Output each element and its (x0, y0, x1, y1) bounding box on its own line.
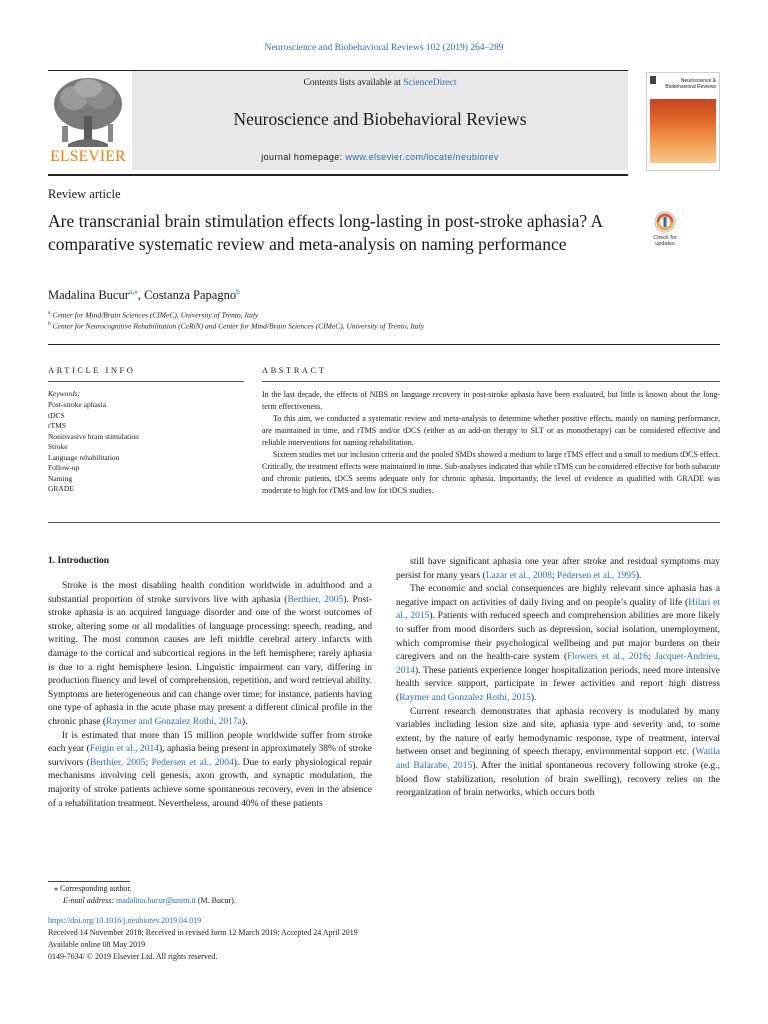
abstract-paragraph: Sixteen studies met our inclusion criteria and the pooled SMDs showed a medium to large rTMS effect and a small to medium tDCS effect. Critically, the treatment effects were maintained in time. Sub-analyses indicated that while rTMS can be considered effective for both subacute and chronic patients, tDCS seems adequate only for chronic aphasia. Importantly, the level of evidence as qualified with GRADE was moderate to high for rTMS and low for tDCS studies. (262, 450, 720, 495)
body-paragraph (48, 730, 372, 812)
affiliation-text: Center for Mind/Brain Sciences (CIMeC), University of Trento, Italy (52, 310, 259, 320)
citation-link[interactable]: Berthier, 2005 (89, 757, 146, 768)
sciencedirect-link[interactable]: ScienceDirect (403, 78, 457, 88)
citation-link[interactable]: Berthier, 2005 (287, 594, 344, 605)
email-label: E-mail address: (63, 896, 115, 905)
citation-link[interactable]: Pedersen et al., 2004 (151, 757, 234, 768)
body-text: ; (145, 757, 152, 768)
body-column-right (396, 556, 720, 801)
copyright: 0149-7634/ © 2019 Elsevier Ltd. All rights reserved. (48, 952, 218, 961)
citation-link[interactable]: Raymer and Gonzalez Rothi, 2015 (399, 692, 531, 703)
keywords-label: Keywords: (48, 389, 81, 398)
check-for-updates-badge[interactable] (645, 211, 685, 257)
body-text: ; (647, 652, 655, 663)
citation-link[interactable]: Raymer and Gonzalez Rothi, 2017a (106, 716, 242, 727)
affiliation-text: Center for Neurocognitive Rehabilitation (CeRiN) and Center for Mind/Brain Sciences (CIMeC), University of Trento, Italy (52, 321, 425, 331)
author-affiliation-mark[interactable]: b (236, 287, 240, 296)
corresponding-footnote (54, 884, 132, 893)
body-text: ). Due to early physiological repair mechanisms involving cell genesis, axon growth, and synaptic modulation, the majority of stroke patients achieve some spontaneous recovery, even in the absence of a rehabilitation treatment. Nevertheless, around 40% of these patients (48, 757, 372, 809)
body-text: still have significant aphasia one year after stroke and residual symptoms may persist for many years ( (396, 557, 720, 581)
keyword: tDCS (48, 410, 65, 420)
abstract-text (262, 389, 720, 497)
available-online: Available online 08 May 2019 (48, 940, 146, 949)
body-text: ). Post-stroke aphasia is an acquired language disorder and one of the worst outcomes of stroke, altering some or all modalities of language processing: speech, reading, and writing. The most common causes are left middle cerebral artery infarcts with damage to the cortical and subcortical regions in the left hemisphere; rarely aphasia is due to a right hemisphere lesion. Linguistic impairment can vary, differing in production fluency and level of comprehension, repetition, and word retrieval ability. Symptoms are heterogeneous and can change over time; for instance, patients having one type of aphasia in the acute phase may present a different clinical profile in the chronic phase ( (48, 594, 372, 727)
doi-link[interactable]: https://doi.org/10.1016/j.neubiorev.2019.04.019 (48, 916, 202, 925)
author-name[interactable]: Madalina Bucur (48, 288, 129, 303)
journal-cover-thumbnail[interactable] (646, 72, 720, 171)
keyword: GRADE (48, 484, 74, 493)
article-info-rule (48, 381, 244, 382)
body-paragraph (48, 580, 372, 730)
citation-link[interactable]: Lazar et al., 2008 (485, 570, 552, 581)
body-column-left (48, 580, 372, 811)
body-paragraph (396, 556, 720, 583)
keyword: Noninvasive brain stimulation (48, 431, 139, 441)
affiliation (48, 310, 258, 320)
keyword: Language rehabilitation (48, 452, 120, 462)
abstract-end-rule (48, 522, 720, 523)
body-text: ). (635, 570, 642, 581)
body-text: ), aphasia being present in approximately 38% of stroke survivors ( (48, 744, 372, 768)
article-history (48, 915, 358, 963)
article-info-heading: ARTICLE INFO (48, 365, 136, 375)
article-type: Review article (48, 187, 121, 201)
article-title: Are transcranial brain stimulation effects long-lasting in post-stroke aphasia? A comparative systematic review and meta-analysis on naming performance (48, 211, 603, 254)
body-text: The economic and social consequences are highly relevant since aphasia has a negative impact on activities of daily living and on people’s quality of life ( (396, 584, 720, 608)
author-affiliation-mark[interactable]: a,⁎ (128, 287, 138, 296)
journal-citation-link[interactable]: Neuroscience and Biobehavioral Reviews 102 (2019) 264–289 (264, 43, 504, 53)
citation-link[interactable]: Hilari et al., 2015 (396, 597, 720, 622)
citation-link[interactable]: Flowers et al., 2016 (567, 652, 648, 663)
body-text: ). Patients with reduced speech and comprehension abilities are more likely to suffer from mood disorders such as depression, social isolation, unemployment, which compromise their psychological wellbeing and put major burdens on their caregivers and on the health-care system ( (396, 611, 720, 663)
keyword: rTMS (48, 421, 66, 430)
check-updates-icon (645, 211, 685, 235)
journal-title: Neuroscience and Biobehavioral Reviews (233, 109, 527, 129)
abstract-rule (262, 381, 720, 382)
citation-link[interactable]: Jacquet-Andrieu, 2014 (396, 652, 720, 676)
contents-prefix: Contents lists available at (303, 78, 401, 88)
email-footnote (63, 896, 236, 905)
body-text: Stroke is the most disabling health condition worldwide in adulthood and a substantial proportion of stroke survivors live with aphasia ( (48, 581, 372, 605)
body-text: Current research demonstrates that aphasia recovery is modulated by many variables including lesion size and site, aphasia type and severity and, to some extent, by the nature of early hemodynamic response, type of treatment, interval between onset and beginning of speech therapy, environmental support etc. ( (396, 706, 720, 758)
keyword: Post-stroke aphasia (48, 400, 107, 409)
section-heading: 1. Introduction (48, 556, 110, 566)
contents-line (132, 78, 628, 88)
homepage-prefix: journal homepage: (261, 152, 343, 162)
keyword: Stroke (48, 442, 68, 451)
cover-image (650, 99, 716, 163)
keywords-list (48, 400, 139, 495)
citation-link[interactable]: Feigin et al., 2014 (89, 744, 159, 755)
email-suffix: (M. Bucur). (197, 896, 236, 905)
body-text: ). After the initial spontaneous recovery following stroke (e.g., blood flow stabilization, resolution of brain swelling), recovery relies on the reorganization of brain networks, which occurs both (396, 760, 721, 799)
body-text: ; (551, 570, 557, 581)
body-paragraph (396, 706, 720, 801)
footnote-rule (48, 881, 130, 882)
affiliation-mark: a (48, 310, 51, 316)
check-updates-label: Check for updates (653, 235, 677, 247)
elsevier-logo-text: ELSEVIER (50, 148, 126, 165)
body-text: ). These patients experience longer hospitalization periods, need more intensive health service support, participate in fewer activities and report high distress ( (396, 665, 720, 703)
received-dates: Received 14 November 2018; Received in revised form 12 March 2019; Accepted 24 April 2019 (48, 928, 358, 937)
body-text: ). (241, 716, 248, 727)
body-text: ). (530, 692, 537, 703)
email-link[interactable]: madalina.bucur@unitn.it (116, 896, 196, 905)
author-separator: , (137, 288, 145, 303)
author-name[interactable]: Costanza Papagno (144, 288, 237, 303)
keyword: Follow-up (48, 463, 80, 472)
affiliation-mark: b (48, 321, 51, 327)
affiliation (48, 321, 424, 331)
abstract-paragraph: In the last decade, the effects of NIBS on language recovery in post-stroke aphasia have been evaluated, but little is known about the long-term effectiveness. (262, 390, 720, 411)
body-text: It is estimated that more than 15 million people worldwide suffer from stroke each year ( (48, 730, 372, 755)
author-line (48, 287, 240, 303)
keyword: Naming (48, 473, 73, 483)
body-paragraph (396, 583, 720, 705)
abstract-heading: ABSTRACT (262, 365, 327, 375)
journal-homepage (132, 152, 628, 162)
homepage-link[interactable]: www.elsevier.com/locate/neubiorev (345, 152, 499, 162)
footnote-mark: ⁎ (54, 884, 60, 893)
cover-title: Neuroscience & Biobehavioral Reviews (665, 78, 716, 90)
abstract-paragraph: To this aim, we conducted a systematic review and meta-analysis to determine whether positive effects, mainly on naming performance, are maintained in time, and rTMS and/or tDCS (either as an add-on therapy to SLT or as monotherapy) can be considered effective and reliable interventions for naming rehabilitation. (262, 414, 720, 447)
corresponding-text: Corresponding author. (60, 884, 132, 893)
citation-link[interactable]: Pedersen et al., 1995 (556, 570, 636, 581)
article-info-top-rule (48, 344, 720, 345)
citation-link[interactable]: Watila and Balarabe, 2015 (396, 747, 720, 771)
header-bottom-rule (48, 174, 628, 176)
